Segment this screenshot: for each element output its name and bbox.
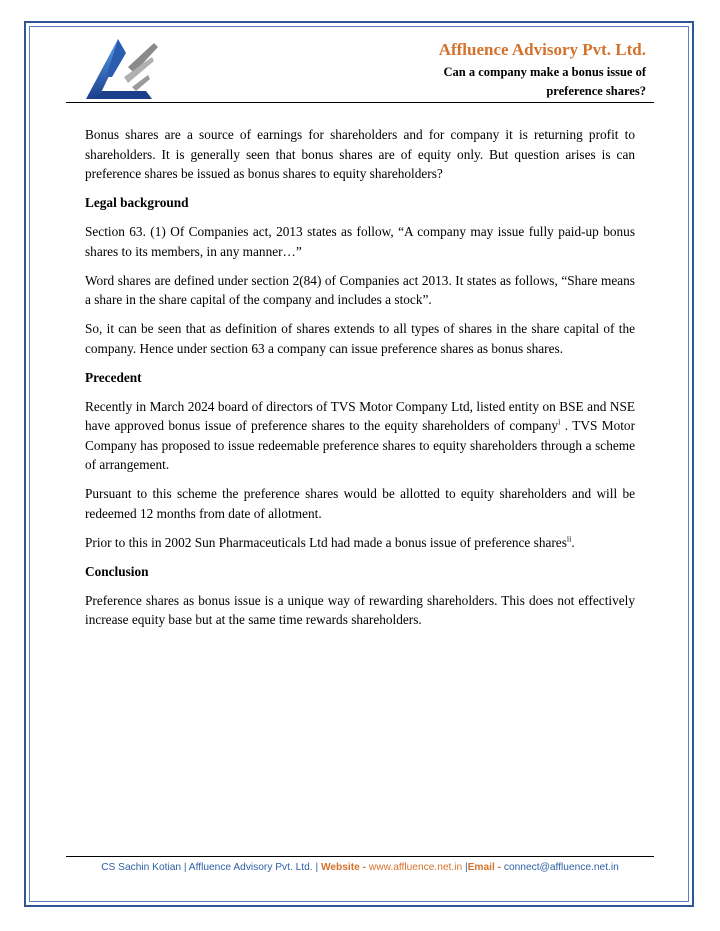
- legal-paragraph-1: Section 63. (1) Of Companies act, 2013 states as follow, “A company may issue fully paid-up bonus shares to its members, in any manner…”: [85, 224, 635, 259]
- intro-paragraph: Bonus shares are a source of earnings for shareholders and for company it is returning profit to shareholders. It is generally seen that bonus shares are of equity only. But question arises is can preference shares be issued as bonus shares to equity shareholders?: [85, 127, 635, 181]
- endnote-ref-i[interactable]: i: [558, 417, 561, 427]
- precedent-paragraph-1: [85, 397, 635, 475]
- precedent-paragraph-3: [85, 533, 635, 553]
- endnote-ref-ii[interactable]: ii: [566, 534, 572, 544]
- company-logo: [82, 37, 162, 103]
- precedent-text-b: . TVS Motor Company has proposed to issue redeemable preference shares to equity shareholders through a scheme of arrangement.: [85, 418, 636, 472]
- footer-divider: [66, 856, 654, 857]
- footer-author: CS Sachin Kotian | Affluence Advisory Pvt. Ltd. |: [101, 862, 321, 873]
- legal-paragraph-2: Word shares are defined under section 2(84) of Companies act 2013. It states as follows, “Share means a share in the share capital of the company and includes a stock”.: [85, 272, 635, 307]
- legal-background-heading: Legal background: [85, 195, 189, 210]
- precedent-text-d: .: [571, 534, 575, 550]
- precedent-text-a: Recently in March 2024 board of directors of TVS Motor Company Ltd, listed entity on BSE and NSE have approved bonus issue of preference shares to the equity shareholders of company: [85, 398, 635, 433]
- precedent-paragraph-2: Pursuant to this scheme the preference shares would be allotted to equity shareholders and will be redeemed 12 months from date of allotment.: [85, 486, 635, 521]
- precedent-heading: Precedent: [85, 369, 142, 385]
- footer-separator: |: [462, 862, 468, 873]
- article-body: [85, 125, 635, 639]
- footer-website-label: Website -: [320, 862, 369, 873]
- company-name: Affluence Advisory Pvt. Ltd.: [438, 40, 646, 59]
- conclusion-heading: Conclusion: [85, 563, 149, 579]
- footer-website-link[interactable]: www.affluence.net.in: [368, 862, 463, 873]
- header-divider: [66, 102, 654, 103]
- document-title: Can a company make a bonus issue of preference shares?: [443, 65, 646, 98]
- footer-email-label: Email -: [467, 862, 504, 873]
- footer: [66, 862, 654, 873]
- precedent-text-c: Prior to this in 2002 Sun Pharmaceuticals Ltd had made a bonus issue of preference shares: [85, 534, 567, 550]
- conclusion-paragraph: Preference shares as bonus issue is a unique way of rewarding shareholders. This does not effectively increase equity base but at the same time rewards shareholders.: [85, 592, 635, 627]
- legal-paragraph-3: So, it can be seen that as definition of shares extends to all types of shares in the share capital of the company. Hence under section 63 a company can issue preference shares as bonus shares.: [85, 321, 635, 356]
- footer-email-link[interactable]: connect@affluence.net.in: [503, 862, 619, 873]
